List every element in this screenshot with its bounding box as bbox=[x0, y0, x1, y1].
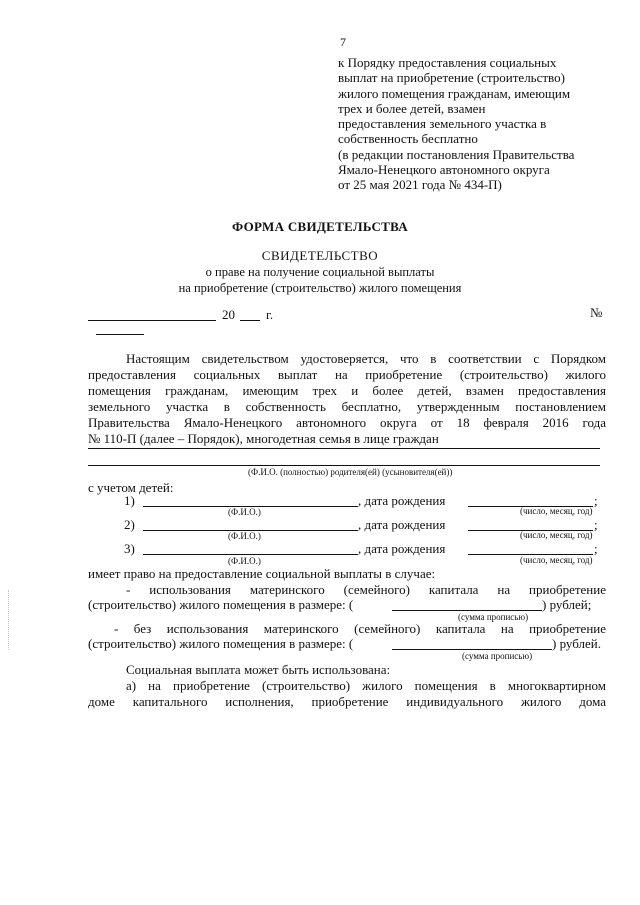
year-prefix: 20 bbox=[222, 307, 235, 322]
parents-fio-field[interactable] bbox=[88, 448, 600, 449]
usage-line: доме капитального исполнения, приобретение индивидуального жилого дома bbox=[88, 694, 606, 709]
header-note-line: от 25 мая 2021 года № 434-П) bbox=[338, 177, 502, 193]
body-line: земельного участка в собственность бесплатно, утвержденным постановлением bbox=[88, 399, 606, 414]
certificate-subtitle: на приобретение (строительство) жилого помещения bbox=[178, 281, 462, 295]
option-2-amount-field[interactable] bbox=[392, 649, 552, 650]
option-2-suffix: ) рублей. bbox=[552, 636, 601, 651]
line-end: ; bbox=[594, 517, 598, 532]
amount-caption: (сумма прописью) bbox=[458, 612, 529, 622]
certificate-title: СВИДЕТЕЛЬСТВО bbox=[261, 248, 379, 263]
fio-caption: (Ф.И.О.) bbox=[228, 531, 261, 541]
option-2-prefix: (строительство) жилого помещения в размере: ( bbox=[88, 636, 354, 651]
child-fio-field[interactable] bbox=[143, 554, 358, 555]
date-caption: (число, месяц, год) bbox=[520, 530, 593, 540]
body-line: Правительства Ямало-Ненецкого автономного округа от 18 февраля 2016 года bbox=[88, 415, 606, 430]
header-note-line: трех и более детей, взамен bbox=[338, 100, 486, 116]
body-line: предоставления социальных выплат на приобретение (строительство) жилого bbox=[88, 367, 606, 382]
page-number: 7 bbox=[340, 35, 346, 49]
certificate-number-field[interactable] bbox=[96, 334, 144, 335]
birth-label: , дата рождения bbox=[358, 493, 446, 508]
date-caption: (число, месяц, год) bbox=[520, 555, 593, 565]
form-title: ФОРМА СВИДЕТЕЛЬСТВА bbox=[232, 219, 408, 234]
header-note-line: собственность бесплатно bbox=[338, 131, 478, 147]
body-line: помещения гражданам, имеющим трех и более детей, взамен предоставления bbox=[88, 383, 606, 398]
header-note-line: предоставления земельного участка в bbox=[338, 116, 547, 132]
line-end: ; bbox=[594, 541, 598, 556]
header-note-line: к Порядку предоставления социальных bbox=[338, 55, 557, 70]
scan-edge-mark bbox=[8, 590, 10, 650]
header-note-line: Ямало-Ненецкого автономного округа bbox=[338, 162, 550, 178]
usage-line: а) на приобретение (строительство) жилого помещения в многоквартирном bbox=[126, 678, 606, 693]
parents-caption: (Ф.И.О. (полностью) родителя(ей) (усыновителя(ей)) bbox=[248, 467, 453, 477]
right-text: имеет право на предоставление социальной выплаты в случае: bbox=[88, 566, 436, 581]
date-caption: (число, месяц, год) bbox=[520, 506, 593, 516]
line-end: ; bbox=[594, 493, 598, 508]
date-day-month-field[interactable] bbox=[88, 320, 216, 321]
body-line: Настоящим свидетельством удостоверяется, что в соответствии с Порядком bbox=[126, 351, 606, 366]
parents-fio-field[interactable] bbox=[88, 465, 600, 466]
fio-caption: (Ф.И.О.) bbox=[228, 556, 261, 566]
child-number: 2) bbox=[124, 517, 135, 532]
number-sign: № bbox=[590, 305, 603, 320]
year-suffix: г. bbox=[266, 307, 274, 322]
fio-caption: (Ф.И.О.) bbox=[228, 507, 261, 517]
header-note-line: (в редакции постановления Правительства bbox=[338, 146, 575, 162]
option-2-line: - без использования материнского (семейного) капитала на приобретение bbox=[114, 621, 606, 636]
option-1-amount-field[interactable] bbox=[392, 610, 542, 611]
children-intro: с учетом детей: bbox=[88, 480, 174, 495]
option-1-suffix: ) рублей; bbox=[542, 597, 592, 612]
year-field[interactable] bbox=[240, 320, 260, 321]
header-note-line: жилого помещения гражданам, имеющим bbox=[338, 85, 571, 101]
certificate-subtitle: о праве на получение социальной выплаты bbox=[205, 265, 435, 279]
child-number: 3) bbox=[124, 541, 135, 556]
usage-intro: Социальная выплата может быть использована: bbox=[126, 662, 391, 677]
header-note-line: выплат на приобретение (строительство) bbox=[338, 70, 565, 86]
amount-caption: (сумма прописью) bbox=[462, 651, 533, 661]
child-number: 1) bbox=[124, 493, 135, 508]
body-line: № 110-П (далее – Порядок), многодетная семья в лице граждан bbox=[88, 431, 439, 446]
option-1-line: - использования материнского (семейного) капитала на приобретение bbox=[126, 582, 606, 597]
option-1-prefix: (строительство) жилого помещения в размере: ( bbox=[88, 597, 354, 612]
birth-label: , дата рождения bbox=[358, 517, 446, 532]
birth-label: , дата рождения bbox=[358, 541, 446, 556]
header-note bbox=[338, 55, 574, 193]
